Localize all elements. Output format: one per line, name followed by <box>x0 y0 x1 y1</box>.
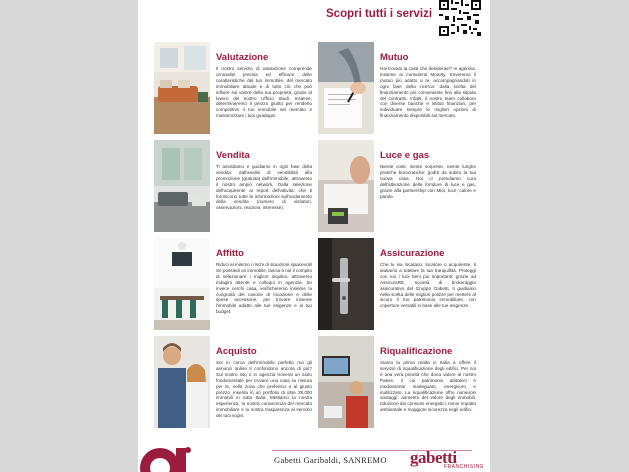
service-description: Hai trovato la casa che desideravi? In agenzia, insieme ai consulenti Monety, troveremo il mutuo più adatto a te, accompagnandoti in ogni fase della ricerca: dalla scelta del finanziamento più conveniente fino alla stipula del contratto. Infatti, il nostro team collabora con diverse banche e istituti finanziari, per individuare sempre le migliori opzioni di finanziamento disponibili sul mercato. <box>380 66 476 119</box>
signing-document-photo <box>318 42 374 134</box>
door-lock-photo <box>318 238 374 330</box>
service-card-valutazione <box>154 42 322 134</box>
service-title: Affitto <box>216 248 244 259</box>
service-title: Acquisto <box>216 346 257 357</box>
service-card-assicurazione <box>318 238 486 330</box>
service-description: Che tu sia locatario, locatore o acquirente, ti aiutiamo a tutelare la tua tranquillità. Proteggi con noi i tuoi beni più importanti: grazie ad AssicuraRE, società di brokeraggio assicurativo del Gruppo Gabetti, ti guidiamo nella scelta delle migliori polizze per mettere al sicuro il tuo patrimonio immobiliare, con coperture versatili in base alle tue esigenze. <box>380 262 476 309</box>
service-title: Mutuo <box>380 52 409 63</box>
renovation-photo <box>318 336 374 428</box>
service-title: Valutazione <box>216 52 269 63</box>
service-title: Riqualificazione <box>380 346 453 357</box>
service-card-affitto <box>154 238 322 330</box>
couple-photo <box>154 336 210 428</box>
service-card-acquisto <box>154 336 322 428</box>
service-description: Il nostro servizio di valutazione comprende un'analisi precisa ed efficace delle caratteristiche del tuo immobile, del mercato immobiliare attuale e di tutto ciò che può influire sul valore della tua proprietà, grazie al lavoro del nostro Ufficio Studi. Insieme, determineremo il prezzo giusto per renderlo competitivo il tuo immobile nel mercato e massimizzare i tuoi guadagni. <box>216 66 312 119</box>
service-card-riqualificazione <box>318 336 486 428</box>
service-description: Niente costi, niente sorprese, niente lunghe pratiche burocratiche: godrti da subito la tua nuova casa. Noi ci prendiamo cura dell'attivazione delle forniture di luce e gas, grazie alla partnership con Mior, luce, calore e parole. <box>380 164 476 199</box>
service-title: Luce e gas <box>380 150 430 161</box>
modern-interior-photo <box>154 140 210 232</box>
dining-room-photo <box>154 238 210 330</box>
service-card-luce-e-gas <box>318 140 486 232</box>
page-title: Scopri tutti i servizi <box>326 8 433 20</box>
meter-reading-photo <box>318 140 374 232</box>
service-card-mutuo <box>318 42 486 134</box>
service-description: Riduci al minimo i rischi di situazioni spiacevoli! Se possiedi un immobile, lascia a noi il compito di selezionare i migliori inquilini, attraverso indagini attente e colloqui in agenzia. Se invece cerchi casa, verificheremo insieme la congruità del canone di locazione e delle spese accessorie, per trovare insieme l'immobile adatto alle tue esigenze e al tuo budget. <box>216 262 313 315</box>
service-description: Siamo la prima realtà in Italia a offrire il servizio di riqualificazione degli edifici. Per noi è una vera priorità che dona valore al nostro Paese, il cui patrimonio abitativo è mediamente inadeguato, energivoro e inutilizzato. La riqualificazione offre numerosi vantaggi: aumento del valore degli immobili, riduzione dei consumi energetici, minor impatto ambientale e maggiore sicurezza negli edifici. <box>380 360 477 413</box>
office-name: Gabetti Garibaldi, SANREMO <box>274 455 387 465</box>
gabetti-logo-mark <box>138 440 198 472</box>
living-room-photo <box>154 42 210 134</box>
service-title: Vendita <box>216 150 250 161</box>
brochure-page <box>138 0 490 472</box>
gabetti-brand-logo: gabetti <box>410 448 457 467</box>
qr-code[interactable] <box>439 0 481 36</box>
service-card-vendita <box>154 140 322 232</box>
service-description: Ti assistiamo e guidiamo in ogni fase della vendita: dall'analisi di vendibilità alla promozione (gratuita) dell'immobile, attraverso il nostro ampio network. Dalla selezione dell'acquirente ai report dell'attività, che ti forniscono tutte le informazioni sull'andamento della vendita (numero di visitatori, osservazioni, reazioni, interesse). <box>216 164 312 211</box>
brand-subtitle: FRANCHISING <box>444 464 484 470</box>
service-title: Assicurazione <box>380 248 445 259</box>
service-description: Sei in cerca dell'immobile perfetto ma gli annunci online ti confondono ancora di più? Sul nostro sito o in agenzia troverai un aiuto fondamentale per trovare una casa su misura per te, nella zona che preferisci e al giusto prezzo, inserita in un portfolio di oltre 28.000 immobili in tutta Italia. Mettiamo la nostra esperienza, la nostra conoscenza del mercato immobiliare e la nostra trasparenza al servizio dei tuoi sogni. <box>216 360 312 419</box>
